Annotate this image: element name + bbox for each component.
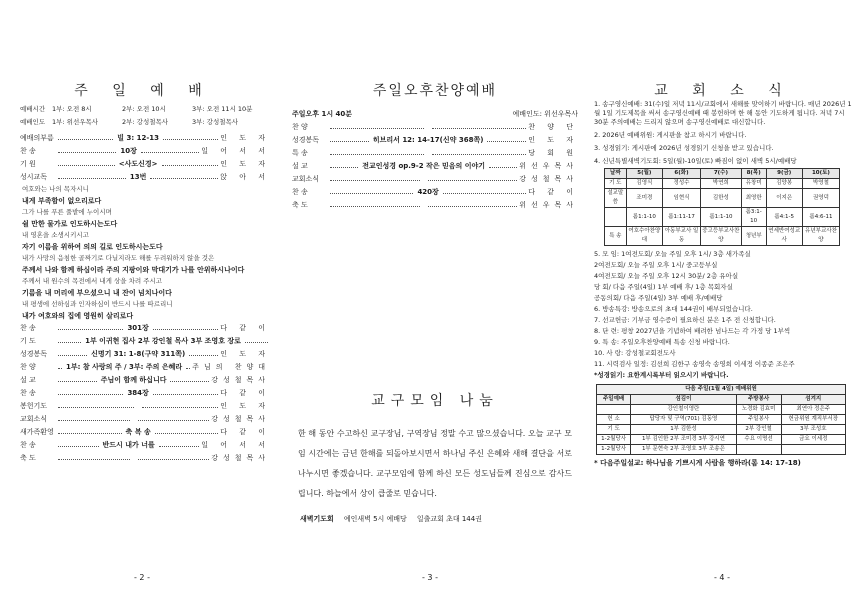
leader-dots xyxy=(432,122,526,129)
table-cell: 3부 조성호 xyxy=(781,425,845,435)
leader-dots xyxy=(58,401,134,408)
order-person: 위선우목사 xyxy=(519,201,578,209)
order-row xyxy=(20,400,270,413)
leader-dots xyxy=(159,440,200,447)
order-person: 인 도 자 xyxy=(220,134,270,142)
duty-title: 다음 주일(1월 4일) 예배위원 xyxy=(597,385,846,395)
parish-sharing-text: 한 해 동안 수고하신 교구장님, 구역장님 정말 수고 많으셨습니다. 오늘 교구 모임 시간에는 금년 한해를 되돌아보시면서 하나님 주신 은혜와 새해 결단을 서로 나누시면 좋겠습니다. 교구모임에 함께 하신 모든 성도님들께 진심으로 감사드립니다. 하늘에서 상이 큽줄로 믿습니다. xyxy=(298,429,572,498)
table-cell: 1-2월당사 xyxy=(597,445,631,455)
psalm-response: 쉴 만한 물가로 인도하시는도다 xyxy=(22,219,118,228)
order-label: 특 송 xyxy=(292,149,308,157)
order-row xyxy=(20,439,270,452)
order-content: 301장 xyxy=(127,324,149,332)
afternoon-order xyxy=(292,121,578,212)
order-label: 예배의부름 xyxy=(20,134,54,142)
table-header: 주일예배 xyxy=(597,395,631,405)
table-cell: 롬4:6-11 xyxy=(802,208,839,227)
schedule-label: 예배인도 xyxy=(20,118,46,126)
news-item: 2여전도회/ 오늘 주일 오후 1시/ 중고등부실 xyxy=(594,261,718,269)
table-row xyxy=(605,179,840,189)
parish-sharing-title: 교구모임 나눔 xyxy=(371,393,499,409)
order-label: 축 도 xyxy=(20,454,36,462)
order-row xyxy=(292,121,578,134)
order-label: 새가족환영 xyxy=(20,428,54,436)
leader-dots xyxy=(170,375,209,382)
table-cell: 조미경 xyxy=(626,189,662,208)
order-person: 찬 양 단 xyxy=(528,123,578,131)
leader-dots xyxy=(330,148,424,155)
order-label: 찬 양 xyxy=(20,363,36,371)
leader-dots xyxy=(58,440,99,447)
next-sermon: * 다음주일설교: 하나님을 기쁘시게 사람을 행하라(롬 14: 17-18) xyxy=(594,459,801,467)
order-person: 인 도 자 xyxy=(220,402,270,410)
table-row xyxy=(597,445,846,455)
leader-dots xyxy=(330,161,358,168)
table-header: 9(금) xyxy=(766,169,802,179)
order-row xyxy=(20,387,270,400)
leader-dots xyxy=(155,427,219,434)
table-cell: 금요 이세정 xyxy=(781,435,845,445)
order-row xyxy=(20,426,270,439)
order-label: 교회소식 xyxy=(20,415,48,423)
order-row xyxy=(292,173,578,186)
table-cell: 특 송 xyxy=(605,227,627,246)
page-number: - 3 - xyxy=(422,573,438,582)
schedule-item: 2부: 오전 10시 xyxy=(122,105,166,113)
leader-dots xyxy=(245,336,268,343)
order-label: 봉헌기도 xyxy=(20,402,48,410)
service-schedule xyxy=(20,103,270,129)
leader-dots xyxy=(153,323,218,330)
news-item: 9. 특 송: 주일오후찬양예배 특송 신청 바랍니다. xyxy=(594,338,730,346)
order-content: 히브리서 12: 14-17(신약 368쪽) xyxy=(372,136,484,144)
order-content: 1부: 참 사랑의 주 / 3부: 주의 은혜라 xyxy=(66,363,183,371)
page-4-title: 교 회 소 식 xyxy=(654,83,792,99)
table-header: 8(목) xyxy=(741,169,766,179)
order-person: 인 도 자 xyxy=(220,160,270,168)
news-item: 10. 사 랑: 강성철교회전도사 xyxy=(594,349,676,357)
schedule-item: 3부: 강성철목사 xyxy=(192,118,239,126)
schedule-item: 1부: 위선우목사 xyxy=(52,118,99,126)
table-row xyxy=(597,405,846,415)
table-cell: 수요 이명선 xyxy=(736,435,781,445)
table-cell: 2부 강인철 xyxy=(736,425,781,435)
leader-dots xyxy=(58,427,122,434)
order-row xyxy=(20,348,270,361)
table-cell: 노경화 김효미 xyxy=(736,405,781,415)
psalm-reading xyxy=(20,184,270,322)
table-cell: 여호수아찬양대 xyxy=(626,227,662,246)
order-person: 다 같 이 xyxy=(528,188,578,196)
afternoon-time: 주일오후 1시 40분 xyxy=(292,110,353,118)
psalm-response: 내가 여호와의 집에 영원히 살리로다 xyxy=(22,311,134,320)
dawn-prayer-time: 예인새벽 5시 예배당 xyxy=(343,515,407,523)
leader-dots xyxy=(58,172,126,179)
leader-dots xyxy=(138,414,210,421)
order-row xyxy=(20,374,270,387)
leader-dots xyxy=(489,161,517,168)
order-content: 10장 xyxy=(120,147,137,155)
order-person: 인 도 자 xyxy=(528,136,578,144)
table-cell: 강인철이영란 xyxy=(631,405,736,415)
page-number: - 4 - xyxy=(714,573,730,582)
leader-dots xyxy=(330,135,369,142)
leader-dots xyxy=(58,133,113,140)
order-content: 신명기 31: 1-8(구약 311쪽) xyxy=(91,350,186,358)
psalm-verse: 내가 사망의 음침한 골짜기로 다닐지라도 해를 두려워하지 않을 것은 xyxy=(22,254,215,262)
leader-dots xyxy=(58,323,123,330)
table-row xyxy=(597,435,846,445)
order-content: 주님이 함께 하십니다 xyxy=(100,376,167,384)
order-label: 기 원 xyxy=(20,160,36,168)
leader-dots xyxy=(58,146,116,153)
order-label: 성시교독 xyxy=(20,173,48,181)
table-header: 섬김이 xyxy=(631,395,736,405)
schedule-label: 예배시간 xyxy=(20,105,46,113)
table-cell: 중고등부교사찬양 xyxy=(700,227,741,246)
table-cell: 청년부 xyxy=(741,227,766,246)
table-cell: 연세반여성교사 xyxy=(766,227,802,246)
leader-dots xyxy=(330,187,413,194)
order-content: 13번 xyxy=(129,173,147,181)
psalm-response: 기름을 내 머리에 부으셨으니 내 잔이 넘치나이다 xyxy=(22,288,172,297)
leader-dots xyxy=(432,148,526,155)
order-label: 기 도 xyxy=(20,337,36,345)
psalm-verse: 내 평생에 선하심과 인자하심이 반드시 나를 따르리니 xyxy=(22,300,173,308)
reading-note: *성경읽기: 요한계시록부터 읽으시기 바랍니다. xyxy=(594,371,729,379)
page-3-title: 주일오후찬양예배 xyxy=(372,83,498,99)
order-row xyxy=(20,145,270,158)
table-cell: 기 도 xyxy=(605,179,627,189)
table-cell: 김양봉 xyxy=(766,179,802,189)
order-row xyxy=(292,147,578,160)
table-cell: 권영덕 xyxy=(802,189,839,208)
page-2-title: 주 일 예 배 xyxy=(74,83,212,99)
table-row xyxy=(605,208,840,227)
order-row xyxy=(20,452,270,465)
table-cell: 1부 문현숙 2부 조영호 3부 조송은 xyxy=(631,445,736,455)
leader-dots xyxy=(58,349,87,356)
table-cell: 최연아 정은주 xyxy=(781,405,845,415)
table-cell xyxy=(736,445,781,455)
table-row xyxy=(605,189,840,208)
leader-dots xyxy=(186,362,190,369)
order-row xyxy=(292,160,578,173)
news-item: 당 회/ 다음 주일(4일) 1부 예배 후/ 1층 목회자실 xyxy=(594,283,733,291)
psalm-response: 자기 이름을 위하여 의의 길로 인도하시는도다 xyxy=(22,242,163,251)
table-cell: 정성수 xyxy=(663,179,701,189)
order-row xyxy=(20,322,270,335)
order-label: 찬 송 xyxy=(20,389,36,397)
page-number: - 2 - xyxy=(134,573,150,582)
order-label: 찬 송 xyxy=(292,188,308,196)
leader-dots xyxy=(141,146,199,153)
leader-dots xyxy=(330,174,420,181)
order-person: 인 도 자 xyxy=(220,350,270,358)
order-person: 주님의 찬양대 xyxy=(192,363,270,371)
schedule-item: 1부: 오전 8시 xyxy=(52,105,92,113)
table-cell: 김한성 xyxy=(700,189,741,208)
table-cell: 박영철 xyxy=(802,179,839,189)
page-3-panel xyxy=(292,0,578,608)
table-cell: 기 도 xyxy=(597,425,631,435)
order-label: 찬 송 xyxy=(20,147,36,155)
afternoon-leader: 예배인도: 위선우목사 xyxy=(512,110,578,118)
table-cell: 롬1:1-10 xyxy=(700,208,741,227)
parish-sharing xyxy=(292,390,578,504)
order-label: 찬 송 xyxy=(20,441,36,449)
order-person: 다 같 이 xyxy=(220,389,270,397)
news-item: 4여전도회/ 오늘 주일 오후 12시 30분/ 2층 유아실 xyxy=(594,272,739,280)
order-row xyxy=(20,132,270,145)
order-person: 위선우목사 xyxy=(519,162,578,170)
table-header: 6(화) xyxy=(663,169,701,179)
order-content: 전교인성경 op.9-2 작은 믿음의 이야기 xyxy=(362,162,485,170)
worship-order xyxy=(20,132,270,465)
news-item: 공동의회/ 다음 주일(4일) 3부 예배 후/예배당 xyxy=(594,294,723,302)
order-row xyxy=(20,158,270,171)
leader-dots xyxy=(189,349,218,356)
order-person: 강성철목사 xyxy=(211,454,270,462)
order-label: 성경봉독 xyxy=(292,136,320,144)
psalm-heading: 여호와는 나의 목자시니 xyxy=(22,185,89,193)
order-row xyxy=(20,171,270,184)
news-item: 3. 성경읽기: 게시판에 2026년 성경읽기 신청을 받고 있습니다. xyxy=(594,144,774,152)
order-label: 찬 양 xyxy=(292,123,308,131)
dawn-prayer-note: 일출교회 초대 144권 xyxy=(416,515,482,523)
schedule-row xyxy=(20,116,270,129)
page-2-panel xyxy=(14,0,272,608)
table-cell: 롬4:1-5 xyxy=(766,208,802,227)
order-person: 강성철목사 xyxy=(211,376,270,384)
leader-dots xyxy=(330,200,420,207)
psalm-verse: 그가 나를 푸른 풀밭에 누이시며 xyxy=(22,208,112,216)
table-cell xyxy=(605,208,627,227)
leader-dots xyxy=(428,174,518,181)
table-cell: 설교말씀 xyxy=(605,189,627,208)
news-item: 1. 송구영신예배: 31(수)일 저녁 11시/교회에서 새해를 맞이하기 바랍니다. 매년 2026년 1월 1일 기도제목을 써서 송구영신예배 때 봉헌하며 한 해 동안 기도하게 됩니다. 저녁 7시 30분 주의예배는 드리지 않으며 송구영신예배로 대신합니다. xyxy=(594,100,852,126)
schedule-row xyxy=(20,103,270,116)
afternoon-worship xyxy=(292,80,578,212)
leader-dots xyxy=(58,414,130,421)
leader-dots xyxy=(58,362,62,369)
leader-dots xyxy=(58,388,123,395)
table-cell: 김영식 xyxy=(626,179,662,189)
page-4-panel xyxy=(594,0,852,608)
leader-dots xyxy=(487,135,526,142)
table-cell: 헌 소 xyxy=(597,415,631,425)
leader-dots xyxy=(428,200,518,207)
schedule-item: 2부: 강성철목사 xyxy=(122,118,169,126)
table-cell: 유년부교사찬양 xyxy=(802,227,839,246)
table-cell: 1-2월당사 xyxy=(597,435,631,445)
order-label: 찬 송 xyxy=(20,324,36,332)
order-row xyxy=(292,199,578,212)
order-person: 다 같 이 xyxy=(220,428,270,436)
news-item: 8. 단 련: 평창 2027년을 기념하여 배려한 넘나드는 각 가정 당 1부씩 xyxy=(594,327,791,335)
table-cell: 1부 김인한 2부 조미경 3부 강시연 xyxy=(631,435,736,445)
dawn-prayer-label: 새벽기도회 xyxy=(300,515,334,523)
leader-dots xyxy=(58,159,115,166)
order-content: <사도신경> xyxy=(118,160,158,168)
leader-dots xyxy=(142,401,218,408)
leader-dots xyxy=(58,375,97,382)
table-cell: 아동부교사 일동 xyxy=(663,227,701,246)
psalm-verse: 주께서 내 원수의 목전에서 내게 상을 차려 주시고 xyxy=(22,277,163,285)
order-label: 축 도 xyxy=(292,201,308,209)
table-cell xyxy=(597,405,631,415)
leader-dots xyxy=(58,336,81,343)
order-row xyxy=(292,186,578,199)
order-person: 일 어 서 서 xyxy=(201,147,270,155)
leader-dots xyxy=(162,159,219,166)
table-row xyxy=(597,415,846,425)
leader-dots xyxy=(138,453,210,460)
leader-dots xyxy=(443,187,526,194)
news-item: 6. 방송특강: 방송으로의 초대 144권이 배부되었습니다. xyxy=(594,305,753,313)
news-item: 5. 모 임: 1여전도회/ 오늘 주일 오후 1시/ 3층 새가족실 xyxy=(594,250,751,258)
psalm-response: 주께서 나와 함께 하심이라 주의 지팡이와 막대기가 나를 안위하시나이다 xyxy=(22,265,245,274)
table-cell: 답당자 및 구역(701) 김동영 xyxy=(631,415,736,425)
order-person: 강성철목사 xyxy=(211,415,270,423)
table-cell: 헌금위원 계직부서장 xyxy=(781,415,845,425)
order-content: 반드시 내가 너를 xyxy=(102,441,155,449)
order-person: 다 같 이 xyxy=(220,324,270,332)
news-item: 2. 2026년 예배위원: 게시판을 참고 하시기 바랍니다. xyxy=(594,131,747,139)
order-person: 강성철목사 xyxy=(519,175,578,183)
table-row xyxy=(597,425,846,435)
order-row xyxy=(292,134,578,147)
order-row xyxy=(20,361,270,374)
news-item: 7. 선교헌금: 기부금 영수증이 필요하신 분은 1주 전 신청합니다. xyxy=(594,316,776,324)
table-cell: 이지은 xyxy=(766,189,802,208)
leader-dots xyxy=(150,172,218,179)
leader-dots xyxy=(163,133,218,140)
order-label: 설 교 xyxy=(292,162,308,170)
psalm-response: 내게 부족함이 없으리로다 xyxy=(22,196,102,205)
afternoon-info xyxy=(292,108,578,121)
order-person: 일 어 서 서 xyxy=(201,441,270,449)
order-label: 성경봉독 xyxy=(20,350,48,358)
dawn-prayer-footer xyxy=(300,514,578,524)
order-row xyxy=(20,335,270,348)
table-cell: 임현식 xyxy=(663,189,701,208)
table-cell: 롬1:11-17 xyxy=(663,208,701,227)
table-cell xyxy=(781,445,845,455)
table-cell: 주일봉사 xyxy=(736,415,781,425)
table-cell: 박연희 xyxy=(700,179,741,189)
news-item: 4. 신년특별새벽기도회: 5일(월)-10일(토) 빠짐이 없이 새벽 5시/예배당 xyxy=(594,157,797,165)
table-header: 7(수) xyxy=(700,169,741,179)
table-cell: 유창미 xyxy=(741,179,766,189)
leader-dots xyxy=(58,453,130,460)
duty-table xyxy=(596,384,846,455)
order-content: 빌 3: 12-13 xyxy=(117,134,159,142)
table-cell: 1부 김한성 xyxy=(631,425,736,435)
order-person: 당 회 원 xyxy=(528,149,578,157)
leader-dots xyxy=(153,388,218,395)
order-row xyxy=(20,413,270,426)
order-content: 1부 이귀현 집사 2부 강인철 목사 3부 조영호 장로 xyxy=(85,337,241,345)
order-content: 축 복 송 xyxy=(125,428,151,436)
dawn-service-table xyxy=(604,168,840,246)
table-header: 주방봉사 xyxy=(736,395,781,405)
schedule-item: 3부: 오전 11시 10분 xyxy=(192,105,253,113)
table-header: 5(월) xyxy=(626,169,662,179)
table-header: 날짜 xyxy=(605,169,627,179)
table-row xyxy=(605,227,840,246)
psalm-verse: 내 영혼을 소생시키시고 xyxy=(22,231,89,239)
order-person: 앉 아 서 xyxy=(220,173,270,181)
table-header: 10(토) xyxy=(802,169,839,179)
church-news xyxy=(594,100,852,468)
leader-dots xyxy=(330,122,424,129)
table-cell: 최영한 xyxy=(741,189,766,208)
table-cell: 롬1:1-10 xyxy=(626,208,662,227)
order-label: 설 교 xyxy=(20,376,36,384)
table-cell: 롬3:1-10 xyxy=(741,208,766,227)
table-header: 섬겨지 xyxy=(781,395,845,405)
order-label: 교회소식 xyxy=(292,175,320,183)
news-item: 11. 시력검사 일정: 김선희 김한구 송영숙 송영희 이세정 이종준 조은주 xyxy=(594,360,795,368)
order-content: 384장 xyxy=(127,389,149,397)
order-content: 420장 xyxy=(417,188,439,196)
